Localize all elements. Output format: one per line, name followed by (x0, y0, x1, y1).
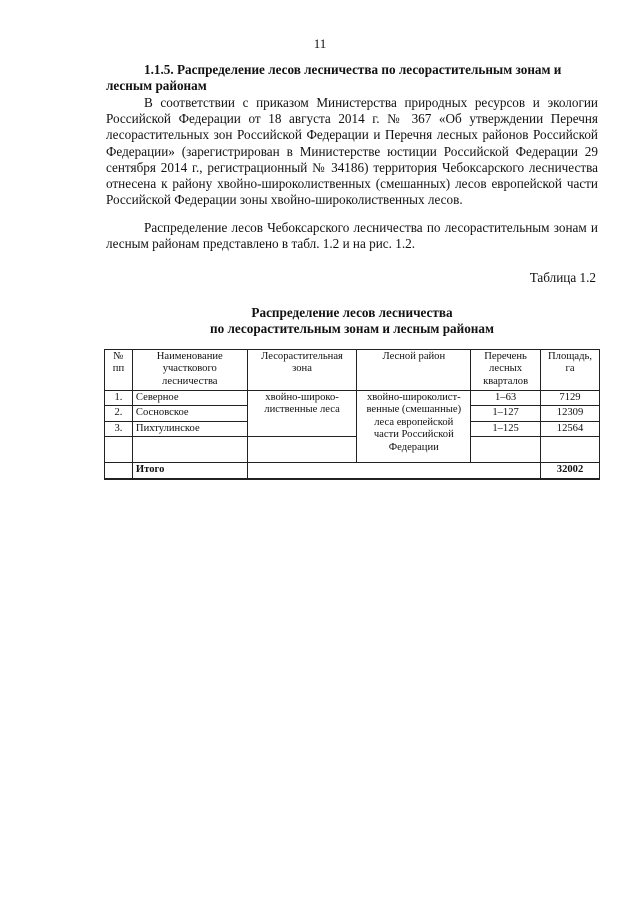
cell-empty (105, 463, 133, 479)
table-caption-line: Распределение лесов лесничества (251, 305, 453, 320)
cell-zone: хвойно-широко-лиственные леса (247, 391, 357, 437)
header-quarters: Перечень лесных кварталов (471, 350, 541, 391)
cell-name: Пихтулинское (132, 421, 247, 436)
header-name: Наименование участкового лесничества (132, 350, 247, 391)
total-label: Итого (132, 463, 247, 479)
header-zone: Лесорастительная зона (247, 350, 357, 391)
paragraph: В соответствии с приказом Министерства природных ресурсов и экологии Российской Федерации от 18 августа 2014 г. № 367 «Об утверждении Перечня лесорастительных зон Российской Федерации и Перечня лесных районов Российской Федерации» (зарегистрирован в Министерстве юстиции Российской Федерации 29 сентября 2014 г., регистрационный № 34186) территория Чебоксарского лесничества отнесена к району хвойно-широколиственных (смешанных) лесов европейской части Российской Федерации зоны хвойно-широколиственных лесов. (106, 95, 598, 208)
cell-area: 7129 (541, 391, 600, 406)
cell-num: 2. (105, 406, 133, 421)
cell-name: Сосновское (132, 406, 247, 421)
cell-empty (105, 437, 133, 463)
table-row-spacer (105, 437, 600, 463)
cell-district: хвойно-широколист-венные (смешанные) леса европейской части Российской Федерации (357, 391, 471, 463)
cell-quarters: 1–63 (471, 391, 541, 406)
cell-name: Северное (132, 391, 247, 406)
table-caption-line: по лесорастительным зонам и лесным районам (209, 321, 494, 336)
table-caption (106, 305, 598, 337)
cell-area: 12309 (541, 406, 600, 421)
table-header-row (105, 350, 600, 391)
table-total-row (105, 463, 600, 479)
cell-empty (132, 437, 247, 463)
header-area: Площадь, га (541, 350, 600, 391)
cell-num: 3. (105, 421, 133, 436)
forest-distribution-table (104, 349, 600, 480)
cell-empty (471, 437, 541, 463)
cell-quarters: 1–125 (471, 421, 541, 436)
total-area: 32002 (541, 463, 600, 479)
table-row (105, 391, 600, 406)
cell-empty (247, 463, 540, 479)
table-label: Таблица 1.2 (529, 270, 596, 285)
cell-num: 1. (105, 391, 133, 406)
header-num: № пп (105, 350, 133, 391)
cell-quarters: 1–127 (471, 406, 541, 421)
cell-empty (247, 437, 357, 463)
cell-area: 12564 (541, 421, 600, 436)
header-district: Лесной район (357, 350, 471, 391)
cell-empty (541, 437, 600, 463)
page-number: 11 (313, 36, 327, 51)
paragraph: Распределение лесов Чебоксарского лесничества по лесорастительным зонам и лесным районам представлено в табл. 1.2 и на рис. 1.2. (106, 220, 598, 252)
section-title: 1.1.5. Распределение лесов лесничества по лесорастительным зонам и лесным районам (106, 62, 562, 93)
